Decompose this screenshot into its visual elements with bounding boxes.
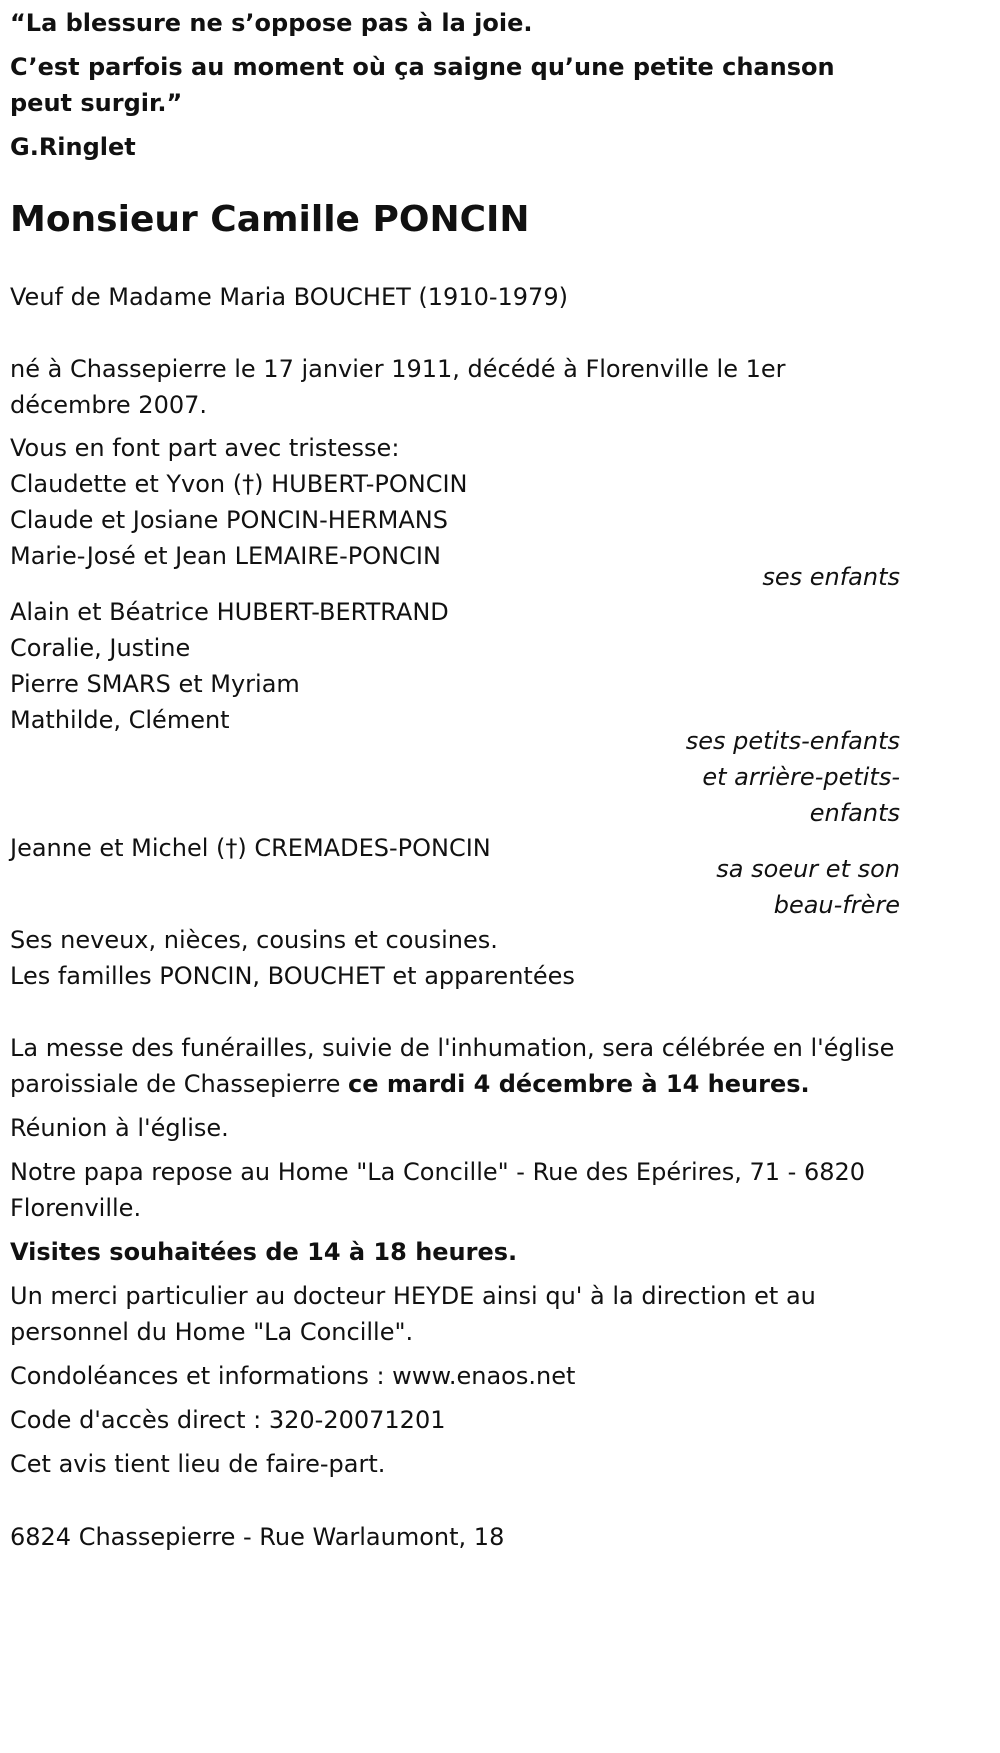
role-line: beau-frère: [773, 891, 900, 919]
funeral-block: [10, 1030, 900, 1482]
rest-line: Notre papa repose au Home "La Concille" - Rue des Epérires, 71 - 6820 Florenville.: [10, 1158, 866, 1222]
mass-date: ce mardi 4 décembre à 14 heures.: [348, 1070, 810, 1098]
children-block: [10, 430, 900, 574]
mass-paragraph: [10, 1030, 900, 1102]
role-line: enfants: [809, 799, 900, 827]
thanks-line: Un merci particulier au docteur HEYDE ainsi qu' à la direction et au personnel du Home "La Concille".: [10, 1282, 816, 1346]
grandchildren-role: [10, 723, 900, 831]
announce-line: Vous en font part avec tristesse:: [10, 434, 400, 462]
family-line: Mathilde, Clément: [10, 706, 230, 734]
birth-death-line: né à Chassepierre le 17 janvier 1911, décédé à Florenville le 1er décembre 2007.: [10, 355, 786, 419]
widower-line: Veuf de Madame Maria BOUCHET (1910-1979): [10, 283, 568, 311]
quote-line-1: “La blessure ne s’oppose pas à la joie.: [10, 9, 533, 37]
others-block: [10, 922, 900, 994]
children-role: ses enfants: [762, 563, 900, 591]
role-line: sa soeur et son: [716, 855, 900, 883]
others-line: Les familles PONCIN, BOUCHET et apparentées: [10, 962, 575, 990]
meeting-line: Réunion à l'église.: [10, 1114, 229, 1142]
family-line: Pierre SMARS et Myriam: [10, 670, 300, 698]
quote-author: G.Ringlet: [10, 133, 136, 161]
role-line: ses petits-enfants: [685, 727, 900, 755]
family-line: Alain et Béatrice HUBERT-BERTRAND: [10, 598, 449, 626]
quote-block: [10, 5, 900, 165]
family-line: Claude et Josiane PONCIN-HERMANS: [10, 506, 448, 534]
family-line: Marie-José et Jean LEMAIRE-PONCIN: [10, 542, 441, 570]
others-line: Ses neveux, nièces, cousins et cousines.: [10, 926, 498, 954]
address-line: 6824 Chassepierre - Rue Warlaumont, 18: [10, 1523, 505, 1551]
sister-line: Jeanne et Michel (†) CREMADES-PONCIN: [10, 834, 491, 862]
family-line: Coralie, Justine: [10, 634, 191, 662]
visits-line: Visites souhaitées de 14 à 18 heures.: [10, 1238, 518, 1266]
grandchildren-block: [10, 594, 900, 738]
quote-line-2: C’est parfois au moment où ça saigne qu’une petite chanson peut surgir.”: [10, 53, 835, 117]
deceased-name: Monsieur Camille PONCIN: [10, 199, 530, 240]
access-code-line: Code d'accès direct : 320-20071201: [10, 1406, 446, 1434]
family-line: Claudette et Yvon (†) HUBERT-PONCIN: [10, 470, 468, 498]
condolences-line: Condoléances et informations : www.enaos.net: [10, 1362, 576, 1390]
sister-role: [10, 851, 900, 923]
role-line: et arrière-petits-: [702, 763, 900, 791]
notice-line: Cet avis tient lieu de faire-part.: [10, 1450, 386, 1478]
mass-text: La messe des funérailles, suivie de l'inhumation, sera célébrée en l'église paroissiale de Chassepierre: [10, 1034, 895, 1098]
